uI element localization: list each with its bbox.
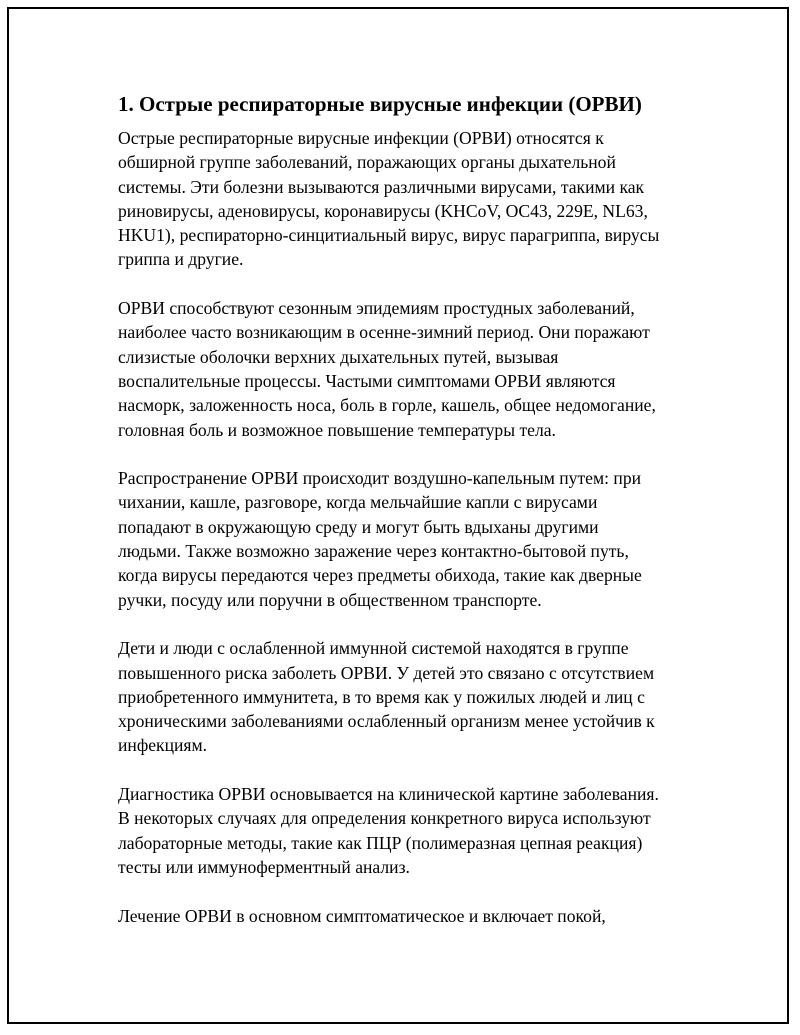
text-line: HKU1), респираторно-синцитиальный вирус, вирус парагриппа, вирусы — [118, 225, 660, 246]
text-line: когда вирусы передаются через предметы обихода, такие как дверные — [118, 565, 642, 586]
text-line: В некоторых случаях для определения конкретного вируса используют — [118, 808, 651, 829]
text-line: Распространение ОРВИ происходит воздушно-капельным путем: при — [118, 468, 642, 489]
section-heading: 1. Острые респираторные вирусные инфекции (ОРВИ) — [118, 92, 642, 116]
text-line: системы. Эти болезни вызываются различными вирусами, такими как — [118, 176, 645, 197]
text-line: людьми. Также возможно заражение через контактно-бытовой путь, — [118, 541, 629, 562]
text-line: головная боль и возможное повышение температуры тела. — [118, 419, 556, 440]
text-line: Острые респираторные вирусные инфекции (ОРВИ) относятся к — [118, 128, 604, 148]
text-line: повышенного риска заболеть ОРВИ. У детей это связано с отсутствием — [118, 662, 655, 683]
text-line: обширной группе заболеваний, поражающих органы дыхательной — [118, 152, 616, 173]
paragraph-risk-groups — [118, 636, 698, 757]
text-line: наиболее часто возникающим в осенне-зимний период. Они поражают — [118, 322, 650, 343]
text-line: попадают в окружающую среду и могут быть вдыханы другими — [118, 516, 599, 537]
text-line: насморк, заложенность носа, боль в горле, кашель, общее недомогание, — [118, 395, 656, 416]
text-line: приобретенного иммунитета, в то время как у пожилых людей и лиц с — [118, 686, 645, 707]
text-line: ручки, посуду или поручни в общественном транспорте. — [118, 589, 542, 610]
text-line: воспалительные процессы. Частыми симптомами ОРВИ являются — [118, 370, 616, 391]
paragraph-diagnostics — [118, 782, 698, 879]
text-line: Диагностика ОРВИ основывается на клинической картине заболевания. — [118, 784, 659, 805]
text-line: Лечение ОРВИ в основном симптоматическое и включает покой, — [118, 905, 606, 926]
text-line: риновирусы, аденовирусы, коронавирусы (KHCoV, OC43, 229E, NL63, — [118, 200, 648, 221]
paragraph-transmission — [118, 466, 698, 612]
text-line: гриппа и другие. — [118, 249, 244, 270]
text-line: Дети и люди с ослабленной иммунной системой находятся в группе — [118, 638, 629, 659]
text-line: инфекциям. — [118, 735, 208, 756]
text-line: слизистые оболочки верхних дыхательных путей, вызывая — [118, 346, 559, 367]
paragraph-treatment — [118, 904, 698, 928]
text-line: ОРВИ способствуют сезонным эпидемиям простудных заболеваний, — [118, 298, 635, 319]
document-body — [118, 90, 698, 952]
text-line: лабораторные методы, такие как ПЦР (полимеразная цепная реакция) — [118, 832, 643, 853]
text-line: тесты или иммуноферментный анализ. — [118, 856, 410, 877]
paragraph-intro — [118, 126, 698, 272]
text-line: чихании, кашле, разговоре, когда мельчайшие капли с вирусами — [118, 492, 598, 513]
text-line: хроническими заболеваниями ослабленный организм менее устойчив к — [118, 711, 655, 732]
paragraph-epidemics — [118, 296, 698, 442]
